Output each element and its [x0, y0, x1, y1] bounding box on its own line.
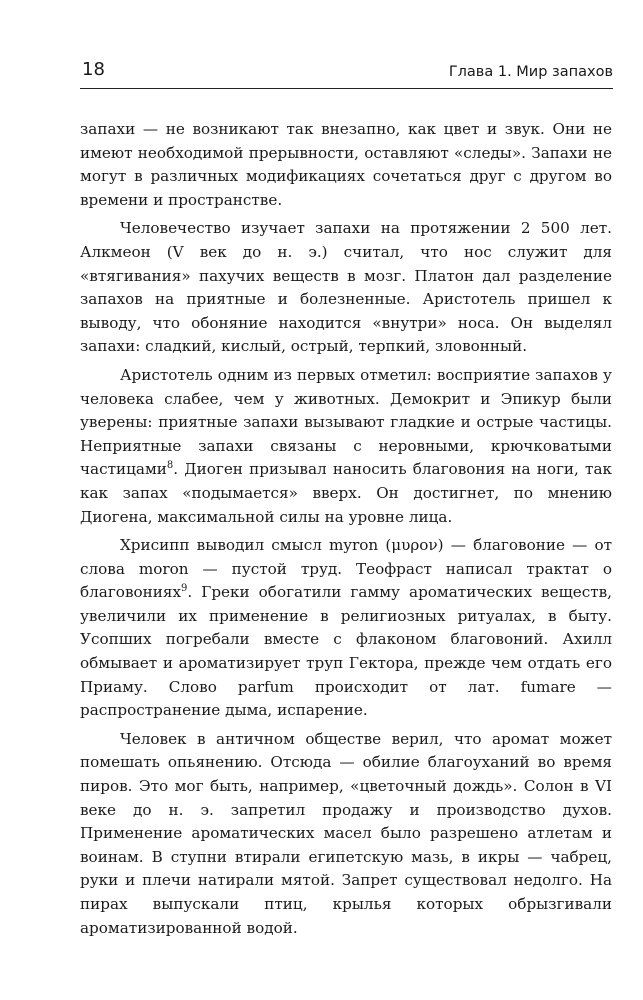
paragraph-text: Аристотель одним из первых отметил: восприятие запахов у человека слабее, чем у животных. Демокрит и Эпикур были уверены: приятные запахи вызывают гладкие и острые частицы. Неприятные запахи связаны с неровными, крючковатыми частицами	[80, 365, 612, 479]
body-text	[80, 118, 612, 945]
paragraph-history: Человечество изучает запахи на протяжении 2 500 лет. Алкмеон (V век до н. э.) считал, что нос служит для «втягивания» пахучих веществ в мозг. Платон дал разделение запахов на приятные и болезненные. Аристотель пришел к выводу, что обоняние находится «внутри» носа. Он выделял запахи: сладкий, кислый, острый, терпкий, зловонный.	[80, 219, 612, 356]
paragraph-text: Хрисипп выводил смысл myron (μυρον) — благовоние — от слова moron — пустой труд. Теофраст написал трактат о благовониях	[80, 536, 612, 602]
paragraph-antiquity: Человек в античном обществе верил, что аромат может помешать опьянению. Отсюда — обилие благоуханий во время пиров. Это мог быть, например, «цветочный дождь». Солон в VI веке до н. э. запретил продажу и производство духов. Применение ароматических масел было разрешено атлетам и воинам. В ступни втирали египетскую мазь, в икры — чабрец, руки и плечи натирали мятой. Запрет существовал недолго. На пирах выпускали птиц, крылья которых обрызгивали ароматизированной водой.	[80, 729, 612, 937]
footnote-marker: 8	[166, 460, 174, 472]
running-header	[80, 58, 613, 89]
chapter-title: Глава 1. Мир запахов	[448, 64, 613, 80]
page-number: 18	[82, 59, 105, 80]
footnote-marker: 9	[181, 583, 188, 595]
paragraph-text: . Греки обогатили гамму ароматических веществ, увеличили их применение в религиозных ритуалах, в быту. Усопших погребали вместе с флаконом благовоний. Ахилл обмывает и ароматизирует труп Гектора, прежде чем отдать его Приаму. Слово parfum происходит от лат. fumare — распространение дыма, испарение.	[80, 583, 612, 720]
paragraph-continuation: запахи — не возникают так внезапно, как цвет и звук. Они не имеют необходимой прерывности, оставляют «следы». Запахи не могут в различных модификациях сочетаться друг с другом во времени и пространстве.	[80, 120, 612, 209]
paragraph-text: . Диоген призывал наносить благовония на ноги, так как запах «подымается» вверх. Он достигнет, по мнению Диогена, максимальной силы на уровне лица.	[80, 460, 612, 526]
paragraph-aristotle	[80, 364, 612, 529]
paragraph-chrysippus	[80, 534, 612, 723]
